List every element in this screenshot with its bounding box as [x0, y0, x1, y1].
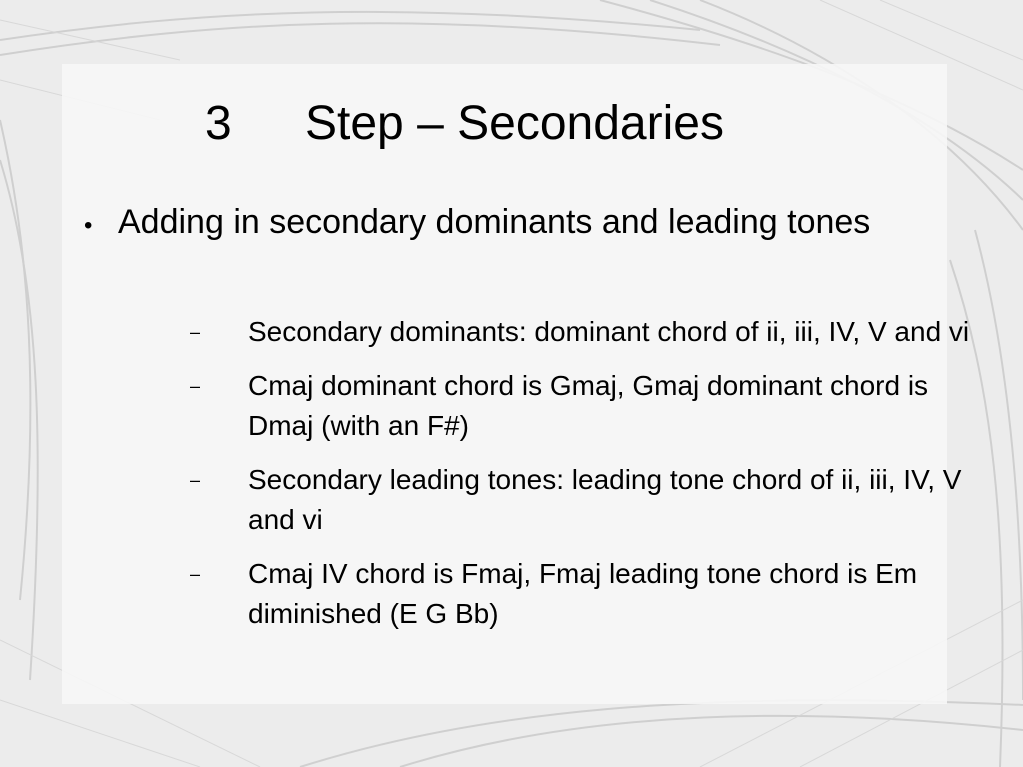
sub-bullet-text: Cmaj IV chord is Fmaj, Fmaj leading tone chord is Em diminished (E G Bb) — [248, 558, 918, 629]
sub-bullet-item — [190, 312, 980, 352]
dash-icon: – — [190, 322, 201, 342]
main-bullet-text: Adding in secondary dominants and leading tones — [118, 203, 871, 241]
bullet-dot-icon: • — [84, 212, 93, 239]
dash-icon: – — [190, 470, 201, 490]
sub-bullet-item — [190, 554, 980, 634]
sub-bullet-item — [190, 366, 980, 446]
sub-bullet-list — [190, 312, 980, 648]
dash-icon: – — [190, 376, 201, 396]
sub-bullet-item — [190, 460, 980, 540]
slide-title-number: 3 — [205, 97, 232, 150]
slide-title: Step – Secondaries — [305, 97, 724, 150]
sub-bullet-text: Secondary dominants: dominant chord of ii, iii, IV, V and vi — [248, 316, 970, 347]
dash-icon: – — [190, 564, 201, 584]
sub-bullet-text: Cmaj dominant chord is Gmaj, Gmaj dominant chord is Dmaj (with an F#) — [248, 370, 929, 441]
sub-bullet-text: Secondary leading tones: leading tone chord of ii, iii, IV, V and vi — [248, 464, 962, 535]
